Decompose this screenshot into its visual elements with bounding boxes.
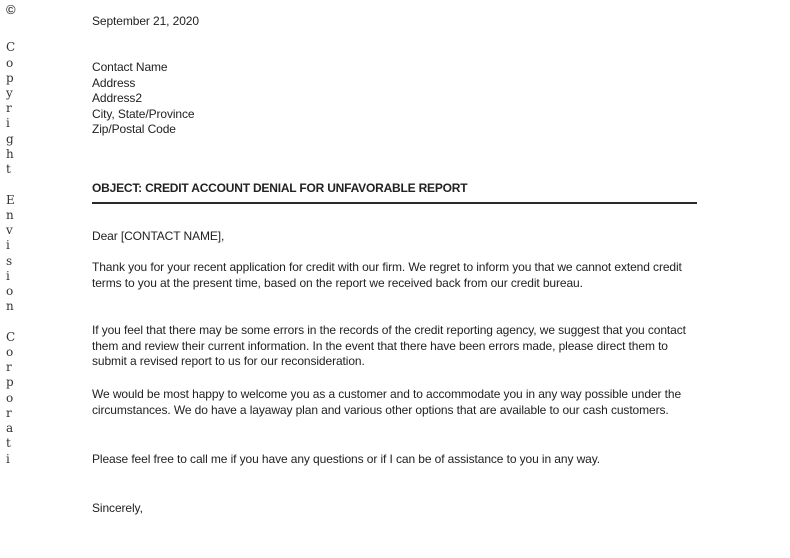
watermark-letter: t: [6, 162, 11, 176]
watermark-letter: p: [6, 71, 14, 85]
address-city-state: City, State/Province: [92, 106, 195, 121]
salutation: Dear [CONTACT NAME],: [92, 229, 225, 243]
paragraph-2: If you feel that there may be some errors in the records of the credit reporting agency, we suggest that you contact them and review their current information. In the event that there have been errors made, please direct them to submit a revised report to us for our reconsideration.: [92, 323, 686, 368]
address-contact-name: Contact Name: [92, 60, 168, 74]
subject-divider: [92, 202, 697, 204]
watermark-letter: i: [6, 452, 10, 466]
watermark-letter: i: [6, 116, 10, 130]
letter-subject: OBJECT: CREDIT ACCOUNT DENIAL FOR UNFAVORABLE REPORT: [92, 181, 468, 195]
letter-date: September 21, 2020: [92, 14, 199, 28]
watermark-letter: a: [6, 421, 14, 435]
watermark-letter: C: [6, 40, 16, 54]
recipient-address: [92, 60, 195, 138]
watermark-letter: o: [6, 284, 14, 298]
watermark-letter: r: [6, 101, 12, 115]
watermark-letter: i: [6, 269, 10, 283]
watermark-letter: y: [6, 86, 13, 100]
closing: Sincerely,: [92, 501, 143, 515]
watermark-letter: n: [6, 208, 14, 222]
watermark-letter: C: [6, 330, 16, 344]
paragraph-4: Please feel free to call me if you have any questions or if I can be of assistance to you in any way.: [92, 452, 600, 466]
address-zip: Zip/Postal Code: [92, 122, 176, 136]
watermark-letter: s: [6, 254, 13, 268]
watermark-letter: o: [6, 345, 14, 359]
watermark-letter: o: [6, 391, 14, 405]
watermark-letter: n: [6, 299, 14, 313]
copyright-icon: ©: [6, 2, 16, 17]
watermark-letter: r: [6, 360, 12, 374]
paragraph-3: We would be most happy to welcome you as a customer and to accommodate you in any way possible under the circumstances. We do have a layaway plan and various other options that are available to our cash customers.: [92, 387, 682, 417]
watermark-letter: t: [6, 436, 11, 450]
watermark-letter: i: [6, 238, 10, 252]
address-line-1: Address: [92, 75, 136, 90]
watermark-letter: h: [6, 147, 14, 161]
watermark-letter: o: [6, 56, 14, 70]
watermark-letter: p: [6, 375, 14, 389]
paragraph-1: Thank you for your recent application for credit with our firm. We regret to inform you that we cannot extend credit terms to you at the present time, based on the report we received back from our credit bureau.: [92, 260, 682, 290]
watermark-letter: v: [6, 223, 13, 237]
watermark-letter: E: [6, 193, 15, 207]
address-line-2: Address2: [92, 91, 142, 105]
watermark-letter: r: [6, 406, 12, 420]
watermark-letter: g: [6, 132, 14, 146]
